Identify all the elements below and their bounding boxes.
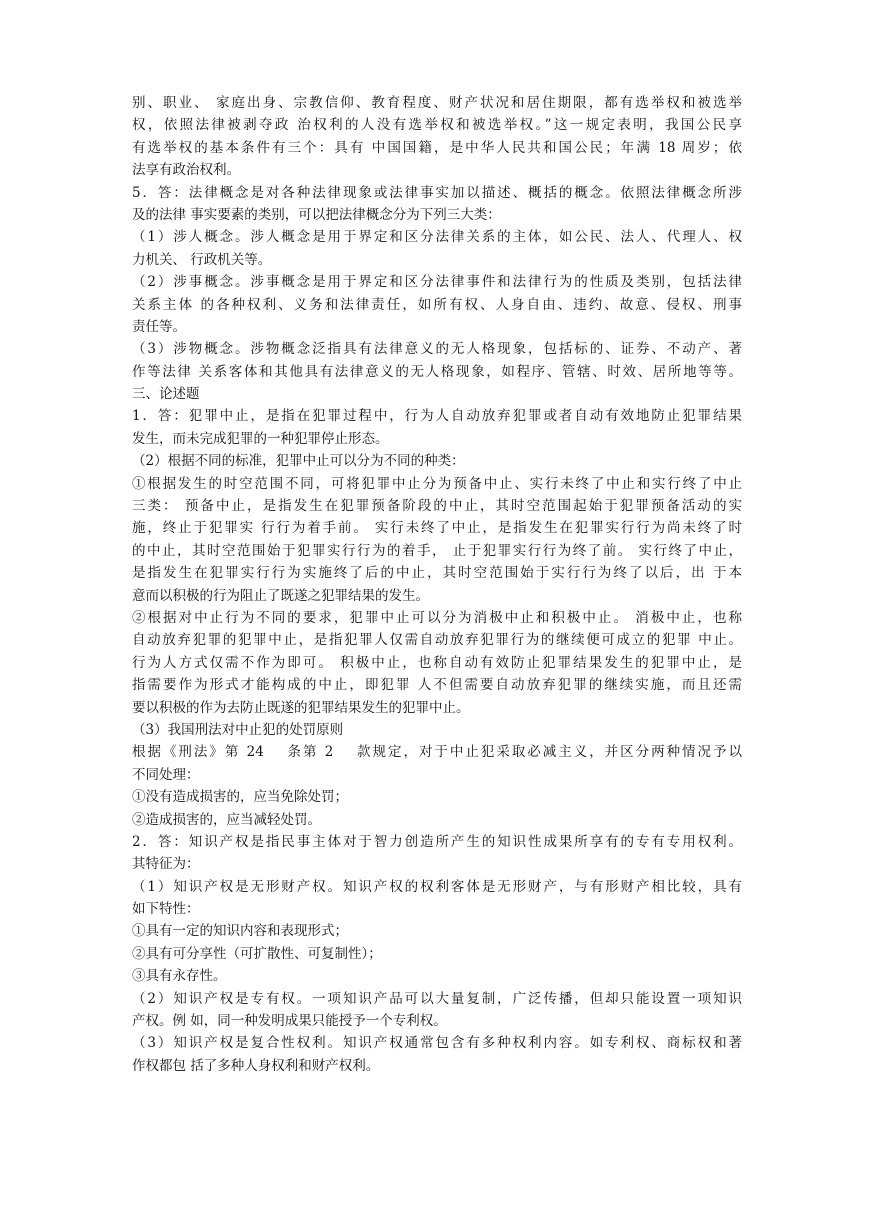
text-line: ②根据对中止行为不同的要求，犯罪中止可以分为消极中止和积极中止。 消极中止，也称 <box>132 609 742 626</box>
text-line: 行为人方式仅需不作为即可。 积极中止，也称自动有效防止犯罪结果发生的犯罪中止，是 <box>132 654 742 671</box>
text-line: 意而以积极的行为阻止了既遂之犯罪结果的发生。 <box>132 587 429 604</box>
text-line: 有选举权的基本条件有三个：具有 中国国籍，是中华人民共和国公民；年满 18 周岁；依 <box>132 139 742 156</box>
text-line: ②造成损害的，应当减轻处罚。 <box>132 811 321 828</box>
text-line: （3）我国刑法对中止犯的处罚原则 <box>132 721 344 738</box>
text-line: （1）涉人概念。涉人概念是用于界定和区分法律关系的主体，如公民、法人、代理人、权 <box>132 229 742 246</box>
text-line: （2）涉事概念。涉事概念是用于界定和区分法律事件和法律行为的性质及类别，包括法律 <box>132 274 742 291</box>
text-line: （2）根据不同的标准，犯罪中止可以分为不同的种类： <box>132 453 465 470</box>
text-line: 的中止，其时空范围始于犯罪实行行为的着手， 止于犯罪实行行为终了前。 实行终了中止， <box>132 542 742 559</box>
text-line: 自动放弃犯罪的犯罪中止，是指犯罪人仅需自动放弃犯罪行为的继续便可成立的犯罪 中止。 <box>132 632 742 649</box>
text-line: （1）知识产权是无形财产权。知识产权的权利客体是无形财产，与有形财产相比较，具有 <box>132 878 742 895</box>
text-line: 责任等。 <box>132 318 186 335</box>
section-heading: 三、论述题 <box>132 386 200 403</box>
text-line: 发生，而未完成犯罪的一种犯罪停止形态。 <box>132 430 389 447</box>
text-line: 不同处理： <box>132 766 200 783</box>
text-line: 权，依照法律被剥夺政 治权利的人没有选举权和被选举权。”这一规定表明，我国公民享 <box>132 117 742 134</box>
text-line: 指需要作为形式才能构成的中止，即犯罪 人不但需要自动放弃犯罪的继续实施，而且还需 <box>132 677 742 694</box>
text-line: ③具有永存性。 <box>132 968 227 985</box>
text-line: （2）知识产权是专有权。一项知识产品可以大量复制，广泛传播，但却只能设置一项知识 <box>132 990 742 1007</box>
text-line: 根据《刑法》第 24 条第 2 款规定，对于中止犯采取必减主义，并区分两种情况予以 <box>132 744 742 761</box>
text-line: ②具有可分享性（可扩散性、可复制性）； <box>132 945 382 962</box>
text-line: 是指发生在犯罪实行行为实施终了后的中止，其时空范围始于实行行为终了以后，出 于本 <box>132 565 742 582</box>
text-line: 要以积极的作为去防止既遂的犯罪结果发生的犯罪中止。 <box>132 699 470 716</box>
text-line: ①没有造成损害的，应当免除处罚； <box>132 789 348 806</box>
document-page <box>132 92 742 1077</box>
text-line: 别、职业、 家庭出身、宗教信仰、教育程度、财产状况和居住期限，都有选举权和被选举 <box>132 95 742 111</box>
text-line: ①根据发生的时空范围不同，可将犯罪中止分为预备中止、实行未终了中止和实行终了中止 <box>132 475 742 492</box>
text-line: 关系主体 的各种权利、义务和法律责任，如所有权、人身自由、违约、故意、侵权、刑事 <box>132 296 742 313</box>
text-line: 作等法律 关系客体和其他具有法律意义的无人格现象，如程序、管辖、时效、居所地等等。 <box>132 363 742 380</box>
text-line: 其特征为： <box>132 856 200 873</box>
text-line: 及的法律 事实要素的类别，可以把法律概念分为下列三大类： <box>132 206 501 223</box>
text-line: ①具有一定的知识内容和表现形式； <box>132 923 348 940</box>
text-line: 如下特性： <box>132 901 200 918</box>
text-line: 力机关、 行政机关等。 <box>132 251 272 268</box>
text-line: 三类： 预备中止，是指发生在犯罪预备阶段的中止，其时空范围起始于犯罪预备活动的实 <box>132 498 742 515</box>
text-line: 施，终止于犯罪实 行行为着手前。 实行未终了中止，是指发生在犯罪实行行为尚未终了时 <box>132 520 742 537</box>
text-line: 1．答：犯罪中止，是指在犯罪过程中，行为人自动放弃犯罪或者自动有效地防止犯罪结果 <box>132 408 742 425</box>
text-line: （3）涉物概念。涉物概念泛指具有法律意义的无人格现象，包括标的、证券、不动产、著 <box>132 341 742 358</box>
text-line: （3）知识产权是复合性权利。知识产权通常包含有多种权利内容。如专利权、商标权和著 <box>132 1035 742 1052</box>
text-line: 作权都包 括了多种人身权利和财产权利。 <box>132 1057 380 1074</box>
text-line: 产权。例 如，同一种发明成果只能授予一个专利权。 <box>132 1013 447 1030</box>
text-line: 5．答：法律概念是对各种法律现象或法律事实加以描述、概括的概念。依照法律概念所涉 <box>132 184 742 201</box>
text-line: 法享有政治权利。 <box>132 162 240 179</box>
text-line: 2．答：知识产权是指民事主体对于智力创造所产生的知识性成果所享有的专有专用权利。 <box>132 833 742 850</box>
